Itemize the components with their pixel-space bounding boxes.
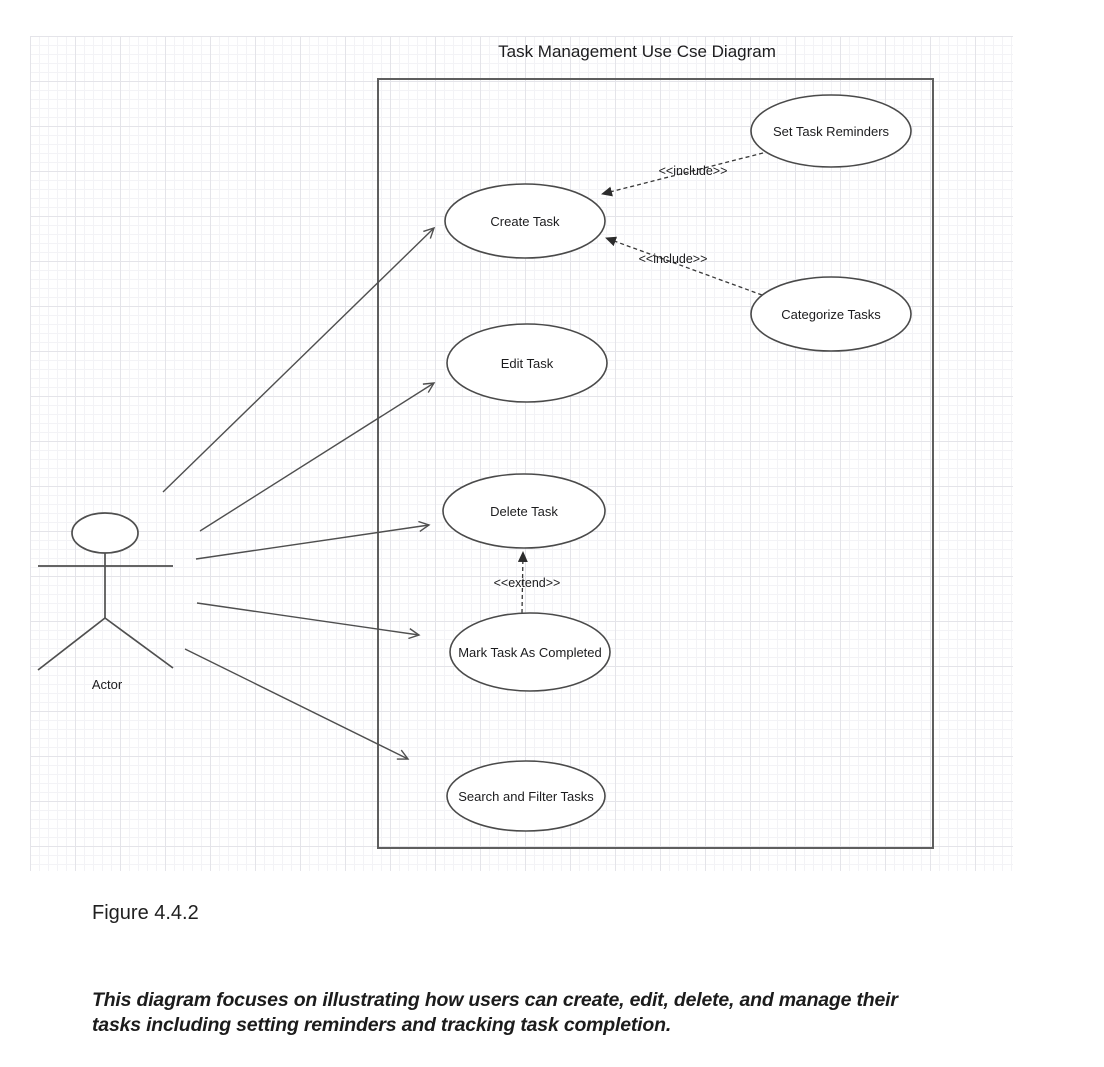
actor-head bbox=[72, 513, 138, 553]
use-case-label: Categorize Tasks bbox=[781, 307, 881, 322]
actor-right-leg bbox=[105, 618, 173, 668]
system-boundary bbox=[378, 79, 933, 848]
association-actor-create-task bbox=[163, 228, 434, 492]
diagram-title: Task Management Use Cse Diagram bbox=[498, 42, 776, 61]
include-arrow-categorize-create bbox=[606, 238, 762, 295]
association-actor-search-filter bbox=[185, 649, 408, 759]
include-label-2: <<include>> bbox=[638, 252, 708, 266]
use-case-label: Mark Task As Completed bbox=[458, 645, 602, 660]
caption-line-1: This diagram focuses on illustrating how users can create, edit, delete, and manage their bbox=[92, 989, 898, 1011]
association-actor-mark-completed bbox=[197, 603, 419, 635]
use-case-label: Delete Task bbox=[490, 504, 558, 519]
extend-label: <<extend>> bbox=[493, 576, 561, 590]
association-actor-delete-task bbox=[196, 525, 429, 559]
association-arrows bbox=[163, 228, 434, 759]
use-case-label: Create Task bbox=[490, 214, 560, 229]
association-actor-edit-task bbox=[200, 383, 434, 531]
actor-left-leg bbox=[38, 618, 105, 670]
use-case-label: Edit Task bbox=[500, 356, 554, 371]
use-case-label: Search and Filter Tasks bbox=[458, 789, 594, 804]
actor-label: Actor bbox=[91, 677, 123, 692]
actor-figure bbox=[38, 513, 173, 670]
use-case-label: Set Task Reminders bbox=[772, 124, 890, 139]
caption-line-2: tasks including setting reminders and tracking task completion. bbox=[92, 1014, 672, 1036]
figure-caption bbox=[92, 988, 982, 1038]
figure-label: Figure 4.4.2 bbox=[92, 902, 199, 924]
include-label-1: <<include>> bbox=[658, 164, 728, 178]
